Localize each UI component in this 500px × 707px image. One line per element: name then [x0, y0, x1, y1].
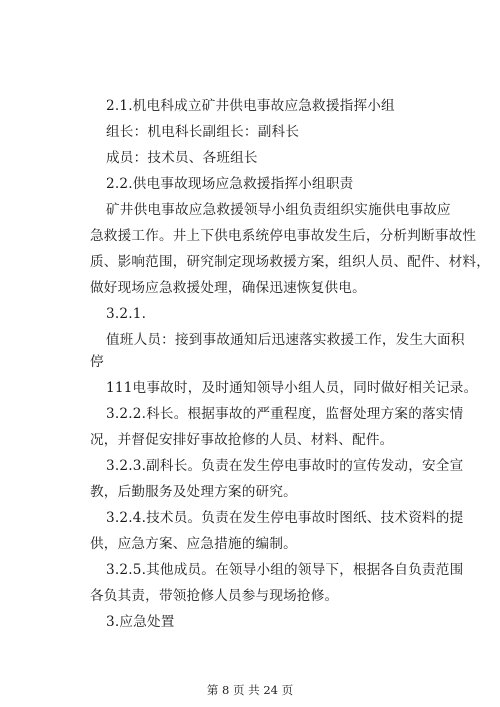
section-heading-3: 3.应急处置 [106, 614, 175, 630]
paragraph-line: 做好现场应急救援处理，确保迅速恢复供电。 [90, 280, 366, 296]
paragraph-line: 质、影响范围，研究制定现场救援方案，组织人员、配件、材料， [90, 254, 491, 270]
paragraph-line: 急救援工作。井上下供电系统停电事故发生后，分析判断事故性 [90, 228, 477, 244]
paragraph-line: 3.2.4.技术员。负责在发生停电事故时图纸、技术资料的提 [106, 510, 464, 526]
team-members-line: 成员：技术员、各班组长 [106, 150, 258, 166]
section-heading-2-1: 2.1.机电科成立矿井供电事故应急救援指挥小组 [106, 98, 395, 114]
paragraph-line: 停 [90, 354, 104, 370]
paragraph-line: 3.2.3.副科长。负责在发生停电事故时的宣传发动，安全宣 [106, 458, 464, 474]
section-heading-3-2-1: 3.2.1. [106, 306, 147, 322]
paragraph-line: 3.2.5.其他成员。在领导小组的领导下，根据各自负责范围 [106, 562, 464, 578]
paragraph-line: 供，应急方案、应急措施的编制。 [90, 536, 297, 552]
team-leader-line: 组长：机电科长副组长：副科长 [106, 124, 300, 140]
paragraph-line: 矿井供电事故应急救援领导小组负责组织实施供电事故应 [106, 202, 451, 218]
paragraph-line: 3.2.2.科长。根据事故的严重程度，监督处理方案的落实情 [106, 406, 464, 422]
paragraph-line: 况，并督促安排好事故抢修的人员、材料、配件。 [90, 432, 394, 448]
paragraph-line: 各负其责，带领抢修人员参与现场抢修。 [90, 588, 339, 604]
paragraph-line: 教，后勤服务及处理方案的研究。 [90, 484, 297, 500]
paragraph-line: 111电事故时，及时通知领导小组人员，同时做好相关记录。 [106, 380, 478, 396]
paragraph-line: 值班人员：接到事故通知后迅速落实救援工作，发生大面积 [106, 332, 465, 348]
section-heading-2-2: 2.2.供电事故现场应急救援指挥小组职责 [106, 176, 354, 192]
page-number-footer: 第 8 页 共 24 页 [206, 683, 294, 697]
